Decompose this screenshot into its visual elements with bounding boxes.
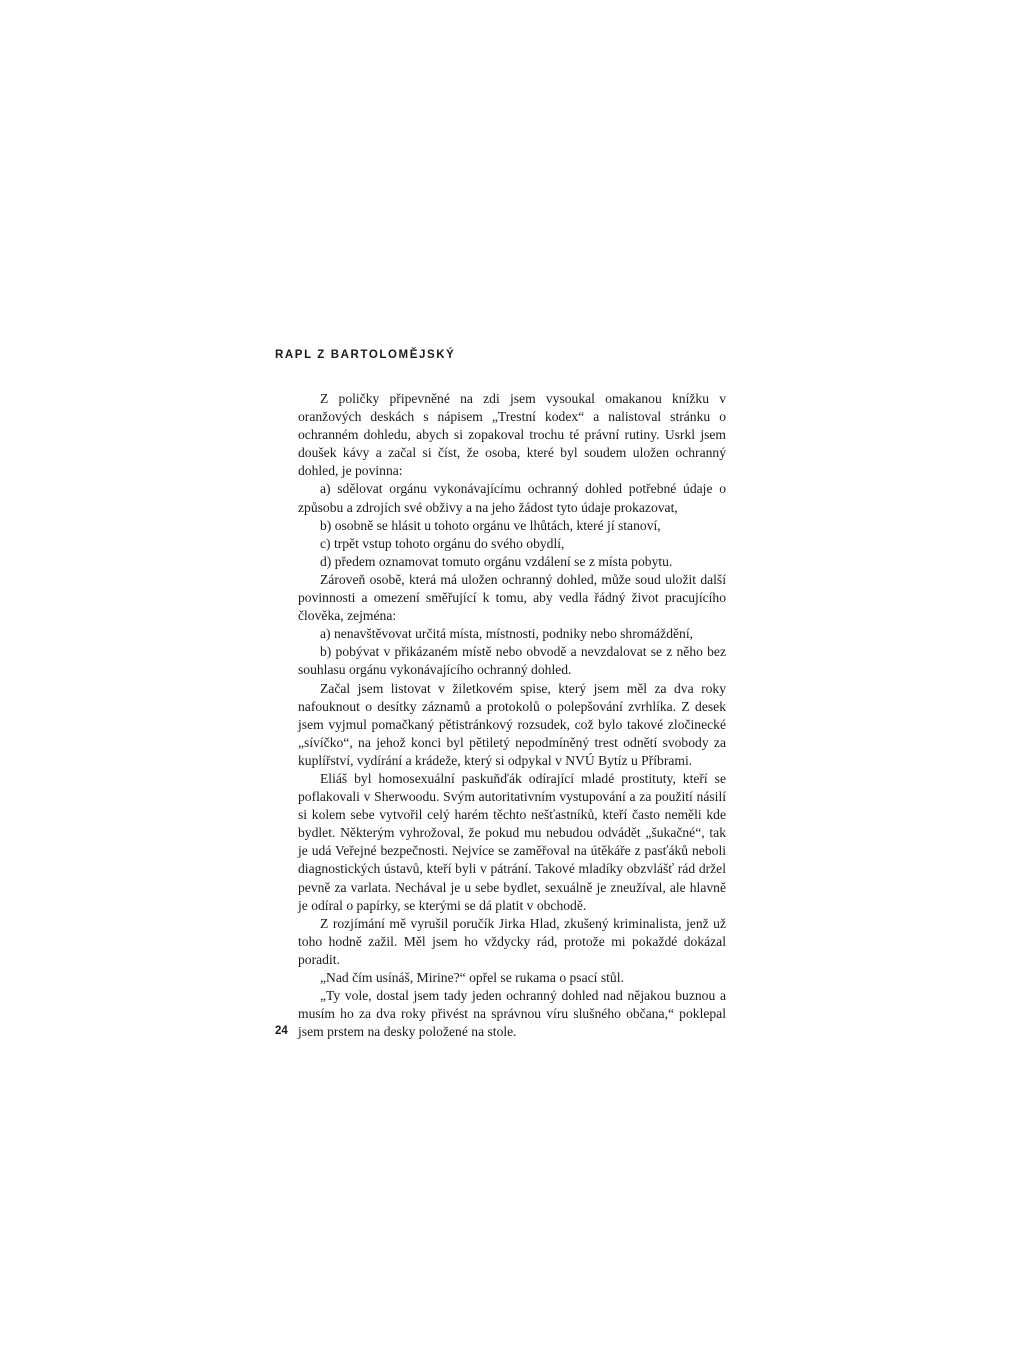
paragraph: Z rozjímání mě vyrušil poručík Jirka Hlad, zkušený kriminalista, jenž už toho hodně zažil. Měl jsem ho vždycky rád, protože mi pokaždé dokázal poradit. (298, 915, 726, 967)
body-text (298, 390, 726, 1041)
dialogue-paragraph: „Nad čím usínáš, Mirine?“ opřel se rukama o psací stůl. (320, 970, 624, 985)
dialogue-paragraph: „Ty vole, dostal jsem tady jeden ochranný dohled nad nějakou buznou a musím ho za dva roky přivést na správnou víru slušného občana,“ poklepal jsem prstem na desky položené na stole. (298, 988, 726, 1040)
list-item: b) osobně se hlásit u tohoto orgánu ve lhůtách, které jí stanoví, (320, 517, 661, 533)
page-number: 24 (275, 1025, 288, 1037)
list-item: b) pobývat v přikázaném místě nebo obvodě a nevzdalovat se z něho bez souhlasu orgánu vykonávajícího ochranný dohled. (298, 644, 726, 678)
list-item: c) trpět vstup tohoto orgánu do svého obydlí, (320, 535, 565, 551)
list-item: a) nenavštěvovat určitá místa, místnosti, podniky nebo shromáždění, (320, 626, 693, 642)
list-item: a) sdělovat orgánu vykonávajícímu ochranný dohled potřebné údaje o způsobu a zdrojích své obživy a na jeho žádost tyto údaje prokazovat, (298, 481, 726, 515)
list-item: d) předem oznamovat tomuto orgánu vzdálení se z místa pobytu. (320, 553, 673, 569)
paragraph: Zároveň osobě, která má uložen ochranný dohled, může soud uložit další povinnosti a omezení směřující k tomu, aby vedla řádný život pracujícího člověka, zejména: (298, 571, 726, 624)
paragraph: Eliáš byl homosexuální paskuňďák odírající mladé prostituty, kteří se poflakovali v Sherwoodu. Svým autoritativním vystupování a za použití násilí si kolem sebe vytvořil celý harém těchto nešťastníků, kteří často neměli kde bydlet. Některým vyhrožoval, že pokud mu nebudou odvádět „šukačné“, tak je udá Veřejné bezpečnosti. Nejvíce se zaměřoval na útěkáře z pasťáků neboli diagnostických ústavů, kteří byli v pátrání. Takové mladíky obzvlášť rád držel pevně za varlata. Nechával je u sebe bydlet, sexuálně je zneužíval, ale hlavně je odíral o papírky, se kterými se dá platit v obchodě. (298, 770, 726, 913)
paragraph: Začal jsem listovat v žiletkovém spise, který jsem měl za dva roky nafouknout o desítky záznamů a protokolů o polepšování zvrhlíka. Z desek jsem vyjmul pomačkaný pětistránkový rozsudek, což bylo takové zločinecké „sívíčko“, na jehož konci byl pětiletý nepodmíněný trest odnětí svobody za kuplířství, vydírání a krádeže, který si odpykal v NVÚ Bytíz u Příbrami. (298, 680, 726, 768)
running-head: RAPL Z BARTOLOMĚJSKÝ (275, 349, 456, 361)
paragraph: Z poličky připevněné na zdi jsem vysoukal omakanou knížku v oranžových deskách s nápisem „Trestní kodex“ a nalistoval stránku o ochranném dohledu, abych si zopakoval trochu té právní rutiny. Usrkl jsem doušek kávy a začal si číst, že osoba, které byl soudem uložen ochranný dohled, je povinna: (298, 391, 726, 479)
